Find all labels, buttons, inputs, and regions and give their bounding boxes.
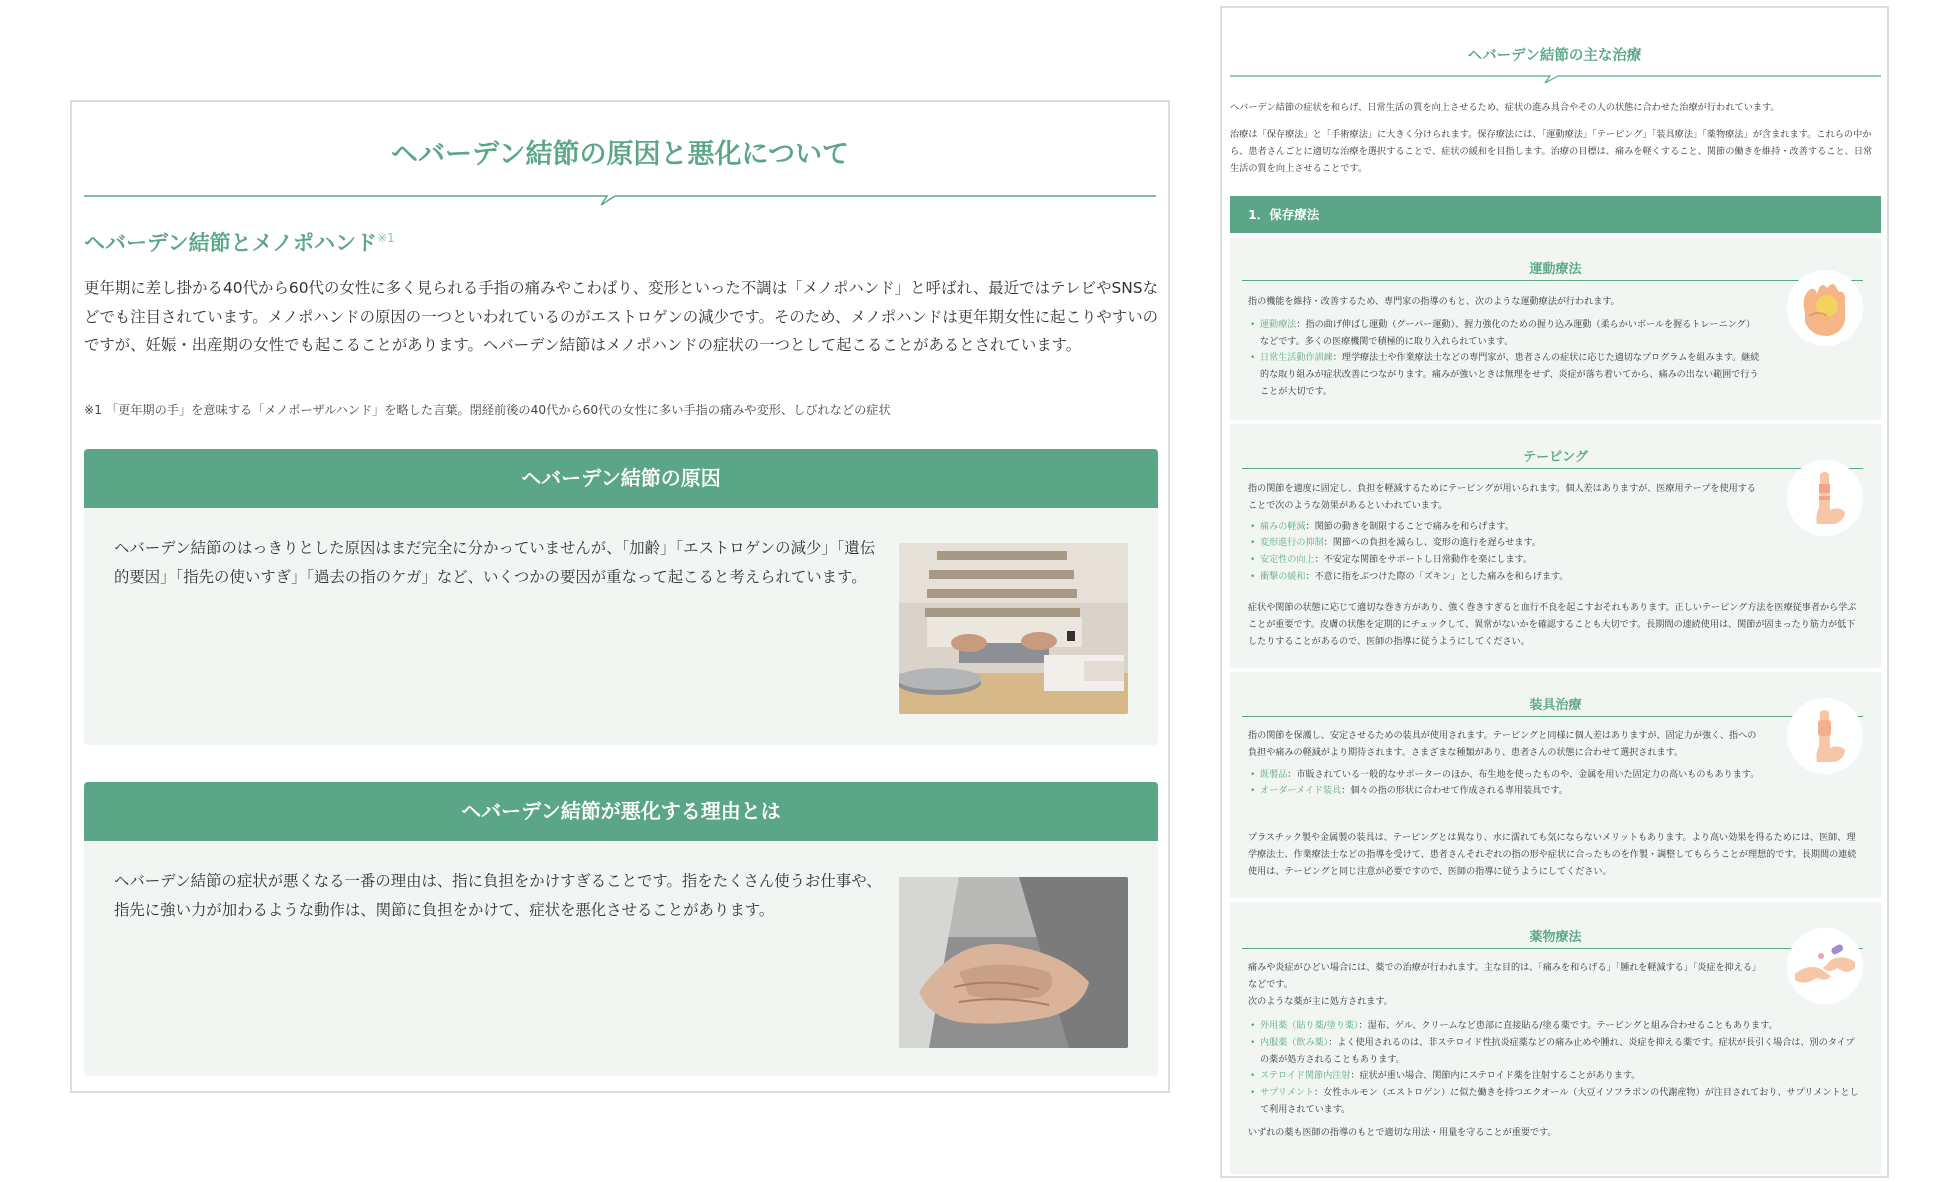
list-item (1248, 317, 1760, 351)
title-divider (84, 192, 1156, 206)
taped-finger-icon (1787, 460, 1863, 536)
cause-section (84, 449, 1158, 745)
list-item-text: ：個々の指の形状に合わせて作成される専用装具です。 (1341, 786, 1568, 797)
exercise-therapy-rule (1242, 280, 1863, 281)
list-item-label: 安定性の向上 (1260, 555, 1315, 566)
orthosis-intro: 指の関節を保護し、安定させるための装具が使用されます。テーピングと同様に個人差はありますが、固定力が強く、指への負担や痛みの軽減がより期待されます。さまざまな種類があり、患者さんの状態に合わせて選択されます。 (1248, 731, 1757, 758)
list-item (1248, 1068, 1860, 1085)
list-item (1248, 519, 1760, 536)
right-treatment-panel (1220, 6, 1889, 1178)
taping-title: テーピング (1523, 450, 1588, 465)
list-item-text: ：不安定な関節をサポートし日常動作を楽にします。 (1314, 555, 1533, 566)
treatment-title: ヘバーデン結節の主な治療 (1467, 48, 1642, 64)
list-item (1248, 552, 1760, 569)
medication-intro: 痛みや炎症がひどい場合には、薬での治療が行われます。主な目的は、「痛みを和らげる」「腫れを軽減する」「炎症を抑える」などです。 (1248, 963, 1757, 990)
list-item-text: ：関節の動きを制限することで痛みを和らげます。 (1305, 521, 1514, 532)
orthosis-intro-block (1248, 728, 1760, 800)
list-item-text: ：不意に指をぶつけた際の「ズキン」とした痛みを和らげます。 (1305, 571, 1569, 582)
list-item-text: ：湿布、ゲル、クリームなど患部に直接貼る/塗る薬です。テーピングと組み合わせることもあります。 (1358, 1021, 1778, 1031)
exercise-therapy-section (1230, 238, 1881, 420)
list-item-label: 痛みの軽減 (1260, 521, 1306, 532)
list-item-text: ：症状が重い場合、関節内にステロイド薬を注射することがあります。 (1350, 1071, 1641, 1082)
taping-section (1230, 424, 1881, 668)
left-article-panel (70, 100, 1170, 1093)
list-item-text: ：市販されている一般的なサポーターのほか、布生地を使ったものや、金属を用いた固定力の高いものもあります。 (1287, 769, 1760, 780)
orthosis-outro: プラスチック製や金属製の装具は、テーピングとは異なり、水に濡れても気にならないメリットもあります。より高い効果を得るためには、医師、理学療法士、作業療法士などの指導を受けて、患者さんそれぞれの指の形や症状に合ったものを作製・調整してもらうことが理想的です。長期間の連続使用は、テーピングと同じ注意が必要ですので、医師の指導に従うようにしてください。 (1248, 833, 1857, 877)
list-item (1248, 783, 1760, 800)
treatment-intro-2: 治療は「保存療法」と「手術療法」に大きく分けられます。保存療法には、「運動療法」「テーピング」「装具療法」「薬物療法」が含まれます。これらの中から、患者さんごとに適切な治療を選択することで、症状の緩和を目指します。治療の目標は、痛みを軽くすること、関節の働きを維持・改善すること、日常生活の質を向上させることです。 (1230, 129, 1873, 174)
list-item-label: 外用薬（貼り薬/塗り薬） (1260, 1021, 1359, 1031)
footnote: ※1 「更年期の手」を意味する「メノポーザルハンド」を略した言葉。閉経前後の40代から60代の女性に多い手指の痛みや変形、しびれなどの症状 (84, 403, 891, 417)
exercise-intro: 指の機能を維持・改善するため、専門家の指導のもと、次のような運動療法が行われます。 (1248, 297, 1620, 307)
list-item (1248, 767, 1760, 784)
medication-outro: いずれの薬も医師の指導のもとで適切な用法・用量を守ることが重要です。 (1248, 1127, 1557, 1138)
orthosis-title: 装具治療 (1529, 698, 1582, 713)
medicine-hands-icon (1787, 928, 1863, 1004)
list-item-label: サプリメント (1260, 1088, 1315, 1099)
list-item-label: 運動療法 (1260, 319, 1297, 330)
taping-rule (1242, 468, 1863, 469)
cause-section-text: ヘバーデン結節のはっきりとした原因はまだ完全に分かっていませんが、「加齢」「エストロゲンの減少」「遺伝的要因」「指先の使いすぎ」「過去の指のケガ」など、いくつかの要因が重なって起こると考えられています。 (114, 539, 876, 586)
worsening-section-heading: ヘバーデン結節が悪化する理由とは (84, 782, 1158, 841)
list-item (1248, 569, 1760, 586)
exercise-therapy-text (1248, 294, 1760, 401)
conservative-therapy-bar: 1．保存療法 (1230, 196, 1881, 233)
hand-exercise-icon (1787, 270, 1863, 346)
worsening-section-text: ヘバーデン結節の症状が悪くなる一番の理由は、指に負担をかけすぎることです。指をたくさん使うお仕事や、指先に強い力が加わるような動作は、関節に負担をかけて、症状を悪化させることがあります。 (114, 872, 882, 919)
list-item-label: 内服薬（飲み薬） (1260, 1037, 1329, 1048)
taping-intro-block (1248, 481, 1760, 586)
orthosis-section (1230, 672, 1881, 898)
taping-intro: 指の関節を適度に固定し、負担を軽減するためにテーピングが用いられます。個人差はありますが、医療用テープを使用することで次のような効果があるといわれています。 (1248, 484, 1756, 511)
intro-heading-footnote-mark: ※1 (376, 231, 395, 245)
worsening-section (84, 782, 1158, 1076)
list-item-text: ：よく使用されるのは、非ステロイド性抗炎症薬などの痛み止めや腫れ、炎症を抑える薬です。症状が長引く場合は、別のタイプの薬が処方されることもあります。 (1260, 1037, 1855, 1065)
treatment-intro-1: ヘバーデン結節の症状を和らげ、日常生活の質を向上させるため、症状の進み具合やその人の状態に合わせた治療が行われています。 (1230, 102, 1780, 113)
clasped-hands-photo (899, 877, 1128, 1048)
list-item-label: ステロイド関節内注射 (1260, 1071, 1351, 1082)
medication-intro-block (1248, 960, 1760, 1010)
list-item-label: 既製品 (1260, 769, 1288, 780)
cause-section-heading: ヘバーデン結節の原因 (84, 449, 1158, 508)
list-item-text: ：指の曲げ伸ばし運動（グーパー運動）、握力強化のための握り込み運動（柔らかいボールを握るトレーニング）などです。多くの医療機関で積極的に取り入れられています。 (1260, 319, 1756, 347)
cooking-hands-photo (899, 543, 1128, 714)
orthosis-rule (1242, 716, 1863, 717)
medication-section (1230, 902, 1881, 1174)
list-item-label: オーダーメイド装具 (1260, 786, 1342, 797)
medication-rule (1242, 948, 1863, 949)
medication-title: 薬物療法 (1529, 930, 1582, 945)
list-item-label: 日常生活動作訓練 (1260, 353, 1333, 364)
list-item (1248, 1085, 1860, 1119)
taping-outro: 症状や関節の状態に応じて適切な巻き方があり、強く巻きすぎると血行不良を起こすおそれもあります。正しいテーピング方法を医療従事者から学ぶことが重要です。皮膚の状態を定期的にチェックして、異常がないかを確認することも大切です。長期間の連続使用は、関節が固まったり筋力が低下したりすることがあるので、医師の指導に従うようにしてください。 (1248, 603, 1857, 647)
treatment-title-divider (1230, 74, 1881, 84)
medication-intro-2: 次のような薬が主に処方されます。 (1248, 996, 1393, 1007)
exercise-therapy-title: 運動療法 (1529, 262, 1582, 277)
page-title: ヘバーデン結節の原因と悪化について (391, 139, 849, 170)
list-item (1248, 1018, 1860, 1035)
finger-splint-icon (1787, 698, 1863, 774)
list-item (1248, 535, 1760, 552)
list-item-text: ：女性ホルモン（エストロゲン）に似た働きを持つエクオール（大豆イソフラボンの代謝産物）が注目されており、サプリメントとして利用されています。 (1260, 1088, 1859, 1115)
list-item-text: ：関節への負担を減らし、変形の進行を遅らせます。 (1323, 538, 1541, 549)
intro-heading-text: ヘバーデン結節とメノポハンド (84, 231, 377, 255)
list-item (1248, 350, 1760, 400)
list-item-label: 衝撃の緩和 (1260, 571, 1306, 582)
list-item-label: 変形進行の抑制 (1260, 538, 1324, 549)
list-item (1248, 1035, 1860, 1069)
list-item-text: ：理学療法士や作業療法士などの専門家が、患者さんの症状に応じた適切なプログラムを組みます。継続的な取り組みが症状改善につながります。痛みが強いときは無理をせず、炎症が落ち着いてから、痛みの出ない範囲で行うことが大切です。 (1260, 353, 1760, 397)
intro-heading (84, 227, 395, 257)
intro-paragraph: 更年期に差し掛かる40代から60代の女性に多く見られる手指の痛みやこわばり、変形といった不調は「メノポハンド」と呼ばれ、最近ではテレビやSNSなどでも注目されています。メノポハンドの原因の一つといわれているのがエストロゲンの減少です。そのため、メノポハンドは更年期女性に起こりやすいのですが、妊娠・出産期の女性でも起こることがあります。ヘバーデン結節はメノポハンドの症状の一つとして起こることがあるとされています。 (84, 279, 1158, 354)
medication-list (1248, 1018, 1860, 1142)
